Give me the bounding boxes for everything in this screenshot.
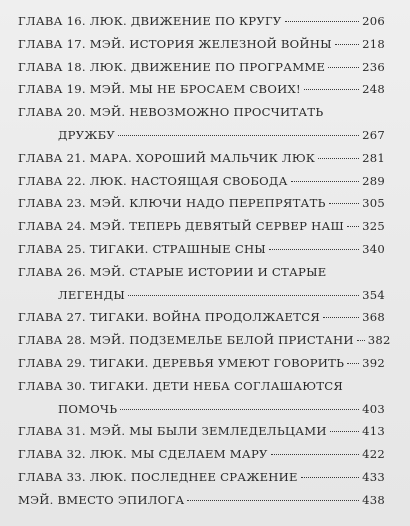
dot-leader [187, 500, 359, 501]
page-number: 438 [362, 492, 385, 507]
toc-entry [18, 333, 391, 356]
toc-entry [18, 470, 385, 493]
chapter-title: ГЛАВА 24. МЭЙ. ТЕПЕРЬ ДЕВЯТЫЙ СЕРВЕР НАШ [18, 219, 344, 234]
toc-line [18, 196, 385, 219]
toc-entry [18, 174, 385, 197]
chapter-title: ГЛАВА 25. ТИГАКИ. СТРАШНЫЕ СНЫ [18, 241, 266, 256]
toc-entry [18, 37, 385, 60]
toc-entry [18, 242, 385, 265]
chapter-title-continuation: ДРУЖБУ [58, 127, 116, 142]
toc-line [18, 242, 385, 265]
toc-entry [18, 151, 385, 174]
dot-leader [347, 363, 359, 364]
toc-entry [18, 310, 385, 333]
chapter-title: ГЛАВА 22. ЛЮК. НАСТОЯЩАЯ СВОБОДА [18, 173, 288, 188]
table-of-contents [18, 14, 391, 516]
page-number: 413 [362, 424, 385, 439]
chapter-title-continuation: ЛЕГЕНДЫ [58, 287, 125, 302]
chapter-title: ГЛАВА 26. МЭЙ. СТАРЫЕ ИСТОРИИ И СТАРЫЕ [18, 264, 327, 279]
page-number: 422 [362, 447, 385, 462]
toc-entry [18, 493, 385, 516]
toc-entry [18, 60, 385, 83]
dot-leader [304, 89, 359, 90]
chapter-title: ГЛАВА 23. МЭЙ. КЛЮЧИ НАДО ПЕРЕПРЯТАТЬ [18, 196, 326, 211]
dot-leader [269, 249, 359, 250]
dot-leader [301, 477, 359, 478]
toc-entry [18, 82, 385, 105]
toc-line [18, 470, 385, 493]
toc-line [18, 493, 385, 516]
page-number: 236 [362, 59, 385, 74]
page-number: 267 [362, 127, 385, 142]
toc-line [18, 356, 385, 379]
toc-entry [18, 265, 385, 311]
toc-entry [18, 447, 385, 470]
dot-leader [318, 158, 359, 159]
chapter-title: ГЛАВА 16. ЛЮК. ДВИЖЕНИЕ ПО КРУГУ [18, 14, 282, 28]
chapter-title: ГЛАВА 29. ТИГАКИ. ДЕРЕВЬЯ УМЕЮТ ГОВОРИТЬ [18, 355, 345, 370]
dot-leader [328, 67, 359, 68]
page-number: 289 [362, 173, 385, 188]
toc-entry [18, 196, 385, 219]
toc-line [18, 174, 385, 197]
toc-line-continuation [18, 128, 385, 151]
dot-leader [329, 203, 359, 204]
dot-leader [335, 44, 359, 45]
toc-line [18, 219, 385, 242]
chapter-title: ГЛАВА 19. МЭЙ. МЫ НЕ БРОСАЕМ СВОИХ! [18, 82, 301, 97]
page-number: 382 [367, 333, 391, 348]
dot-leader [271, 454, 359, 455]
page-number: 325 [362, 219, 385, 234]
chapter-title: ГЛАВА 33. ЛЮК. ПОСЛЕДНЕЕ СРАЖЕНИЕ [18, 469, 298, 484]
toc-line [18, 310, 385, 333]
chapter-title-continuation: ПОМОЧЬ [58, 401, 118, 416]
chapter-title: ГЛАВА 20. МЭЙ. НЕВОЗМОЖНО ПРОСЧИТАТЬ [18, 105, 324, 120]
dot-leader [285, 21, 360, 22]
toc-line [18, 37, 385, 60]
dot-leader [330, 431, 359, 432]
toc-line-continuation [18, 402, 385, 425]
chapter-title: ГЛАВА 18. ЛЮК. ДВИЖЕНИЕ ПО ПРОГРАММЕ [18, 59, 326, 74]
page-number: 281 [362, 150, 385, 165]
toc-line [18, 379, 385, 402]
toc-line-continuation [18, 288, 385, 311]
page-number: 248 [362, 82, 385, 97]
dot-leader [357, 340, 365, 341]
page-number: 403 [362, 401, 385, 416]
chapter-title: ГЛАВА 28. МЭЙ. ПОДЗЕМЕЛЬЕ БЕЛОЙ ПРИСТАНИ [18, 333, 354, 348]
toc-line [18, 60, 385, 83]
chapter-title: ГЛАВА 21. МАРА. ХОРОШИЙ МАЛЬЧИК ЛЮК [18, 150, 316, 165]
dot-leader [128, 295, 359, 296]
toc-entry [18, 356, 385, 379]
toc-line [18, 82, 385, 105]
page-number: 433 [362, 469, 385, 484]
chapter-title: ГЛАВА 17. МЭЙ. ИСТОРИЯ ЖЕЛЕЗНОЙ ВОЙНЫ [18, 36, 332, 51]
page-number: 354 [362, 287, 385, 302]
chapter-title: ГЛАВА 30. ТИГАКИ. ДЕТИ НЕБА СОГЛАШАЮТСЯ [18, 378, 344, 393]
toc-entry [18, 14, 385, 37]
page-number: 206 [362, 14, 385, 28]
dot-leader [120, 409, 359, 410]
page-number: 392 [362, 355, 385, 370]
toc-entry [18, 424, 385, 447]
page-number: 340 [362, 241, 385, 256]
toc-entry [18, 219, 385, 242]
chapter-title: ГЛАВА 27. ТИГАКИ. ВОЙНА ПРОДОЛЖАЕТСЯ [18, 310, 320, 325]
toc-line [18, 424, 385, 447]
chapter-title: МЭЙ. ВМЕСТО ЭПИЛОГА [18, 492, 185, 507]
dot-leader [118, 135, 359, 136]
chapter-title: ГЛАВА 32. ЛЮК. МЫ СДЕЛАЕМ МАРУ [18, 447, 268, 462]
toc-entry [18, 379, 385, 425]
dot-leader [347, 226, 359, 227]
chapter-title: ГЛАВА 31. МЭЙ. МЫ БЫЛИ ЗЕМЛЕДЕЛЬЦАМИ [18, 424, 327, 439]
page-number: 218 [362, 36, 385, 51]
toc-line [18, 14, 385, 37]
page-number: 305 [362, 196, 385, 211]
toc-line [18, 151, 385, 174]
page-number: 368 [362, 310, 385, 325]
toc-line [18, 333, 391, 356]
toc-line [18, 447, 385, 470]
toc-line [18, 105, 385, 128]
dot-leader [291, 181, 359, 182]
dot-leader [323, 317, 359, 318]
toc-line [18, 265, 385, 288]
toc-entry [18, 105, 385, 151]
